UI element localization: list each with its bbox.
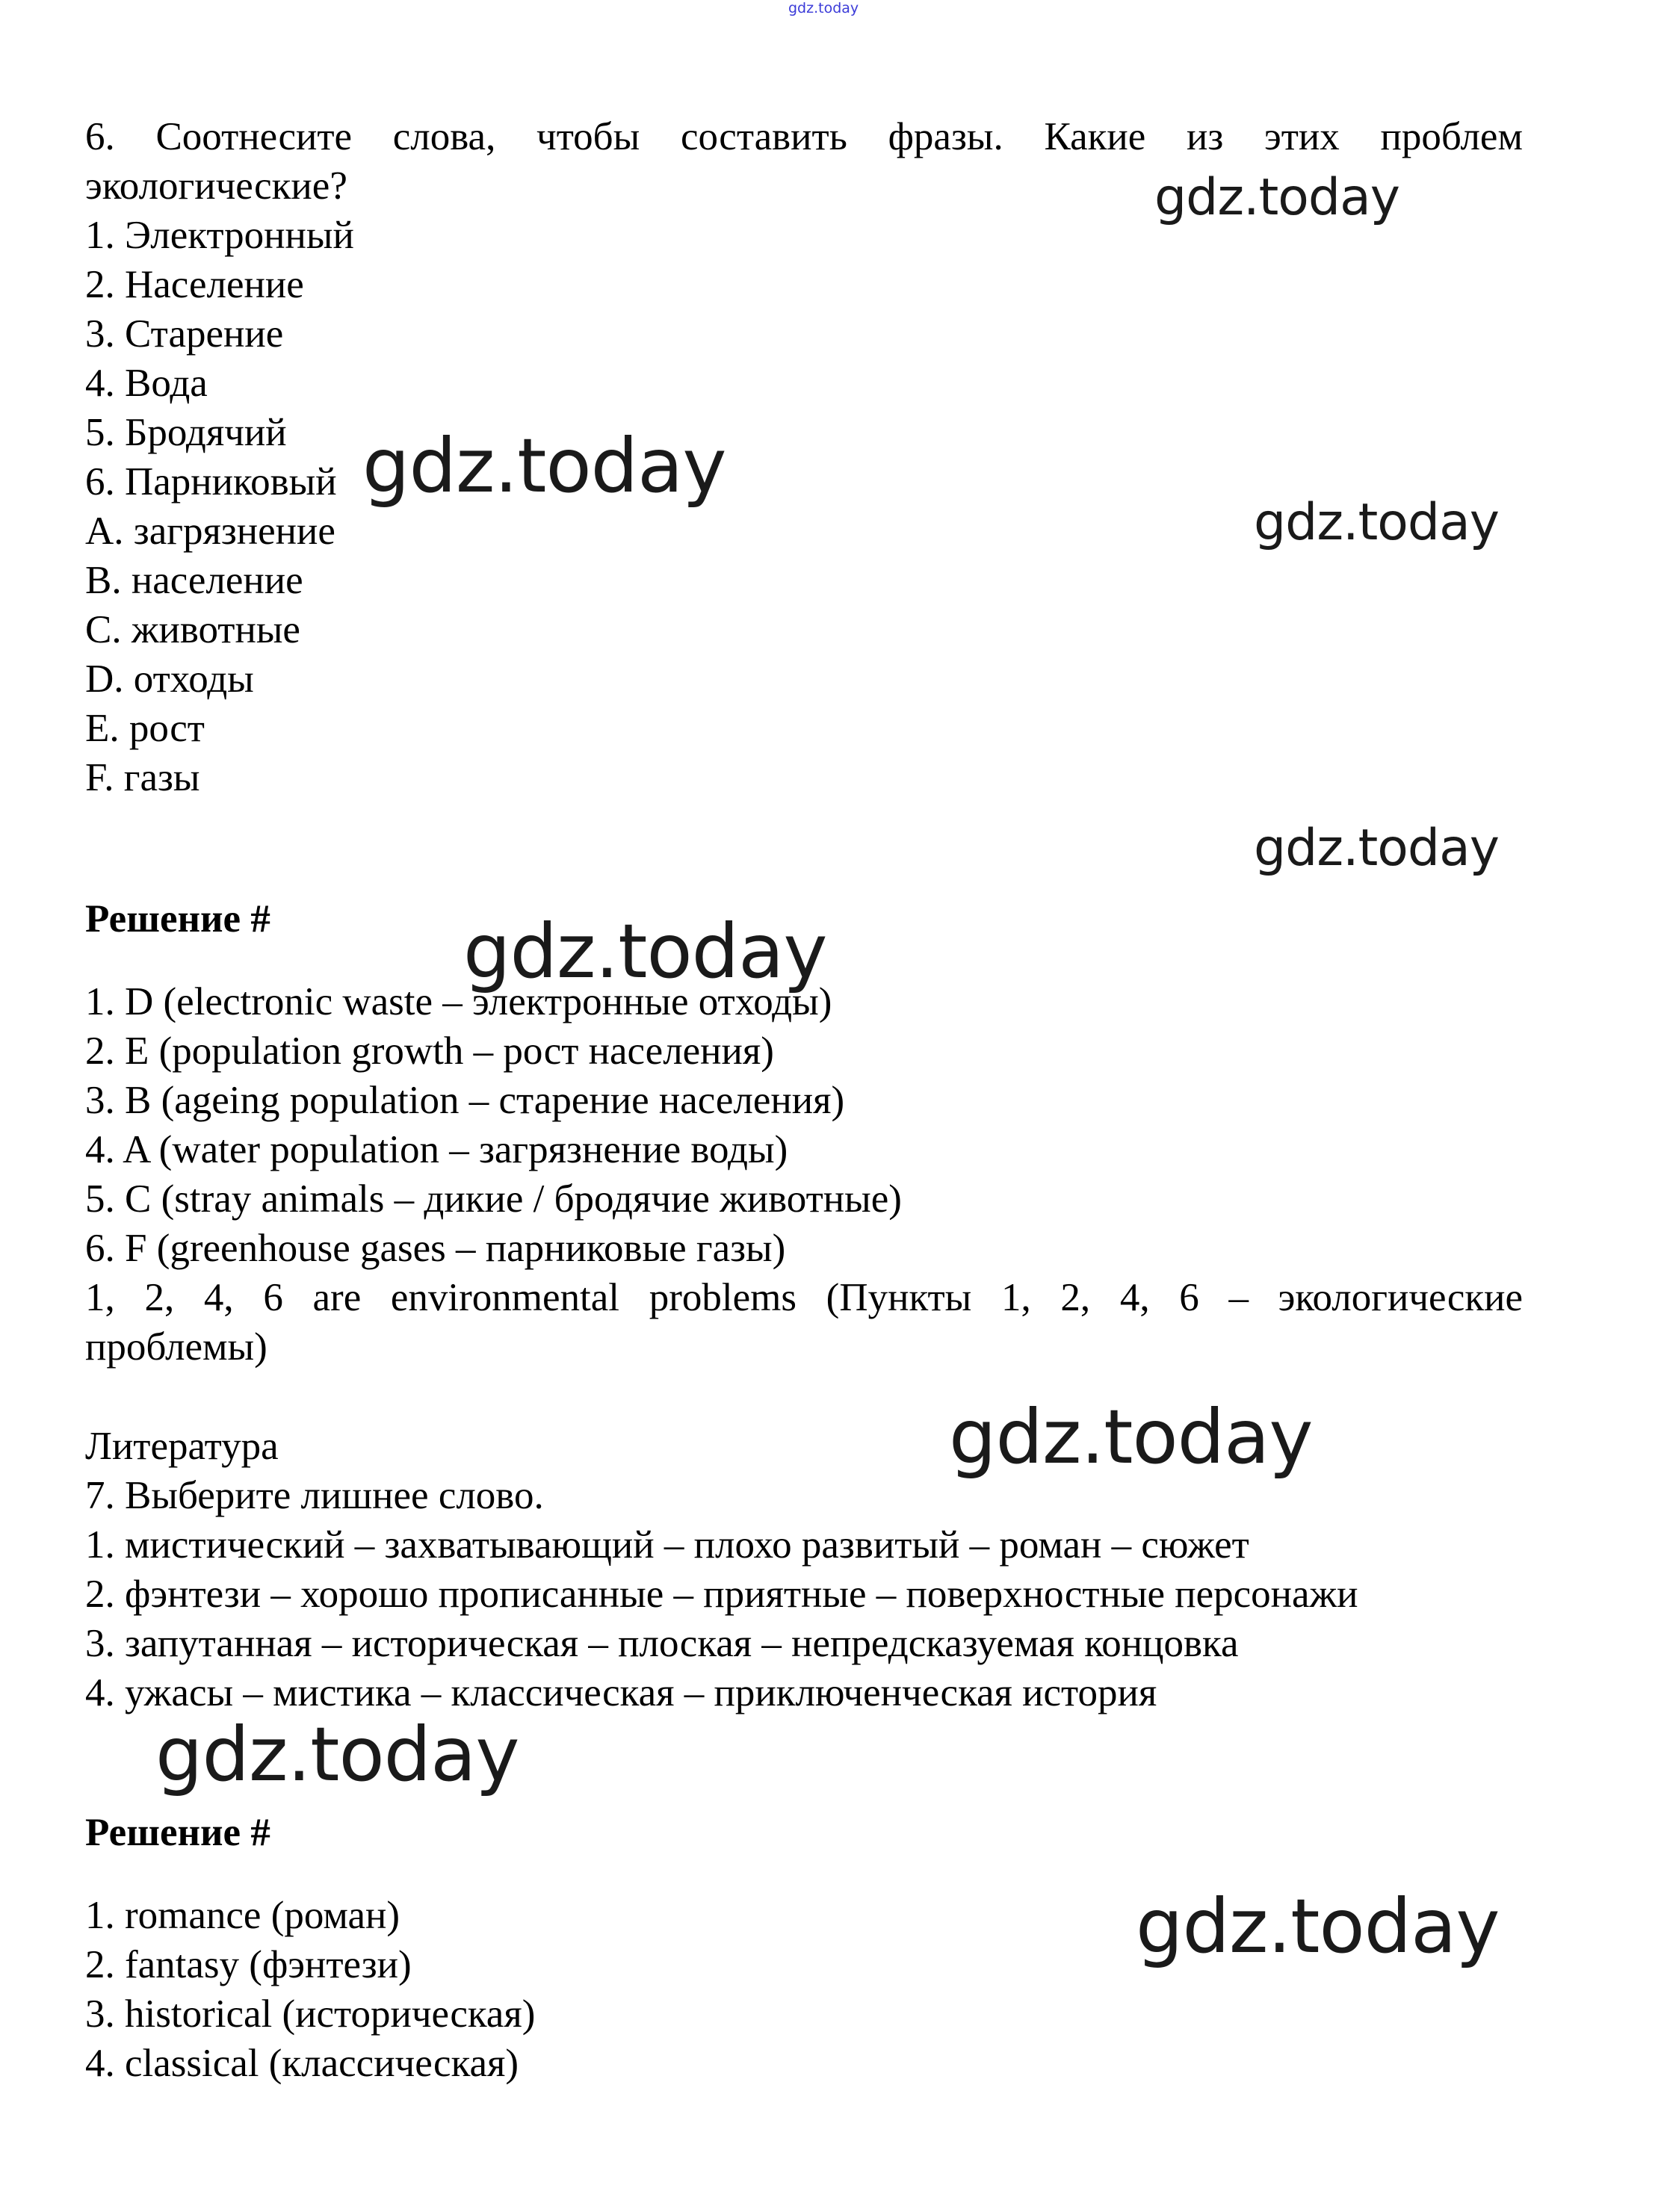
- task6-left-item-3: 3. Старение: [85, 312, 284, 356]
- task7-item-1: 1. мистический – захватывающий – плохо развитый – роман – сюжет: [85, 1523, 1249, 1567]
- watermark-top: gdz.today: [788, 0, 859, 16]
- solution7-answer-1: 1. romance (роман): [85, 1894, 400, 1937]
- solution7-answer-2: 2. fantasy (фэнтези): [85, 1943, 412, 1986]
- watermark-4: gdz.today: [1254, 819, 1499, 878]
- watermark-8: gdz.today: [1136, 1883, 1500, 1970]
- task6-left-item-1: 1. Электронный: [85, 214, 354, 257]
- task7-item-3: 3. запутанная – историческая – плоская – непредсказуемая концовка: [85, 1622, 1239, 1665]
- watermark-5: gdz.today: [463, 908, 827, 995]
- solution6-summary-line1: 1, 2, 4, 6 are environmental problems (Пункты 1, 2, 4, 6 – экологические: [85, 1276, 1523, 1319]
- task6-right-item-f: F. газы: [85, 756, 200, 799]
- task6-title-line1: 6. Соотнесите слова, чтобы составить фразы. Какие из этих проблем: [85, 115, 1523, 158]
- task6-right-item-a: A. загрязнение: [85, 509, 335, 553]
- watermark-7: gdz.today: [155, 1711, 519, 1798]
- watermark-2: gdz.today: [362, 422, 726, 509]
- solution6-answer-4: 4. A (water population – загрязнение воды): [85, 1128, 788, 1171]
- task6-right-item-d: D. отходы: [85, 657, 254, 701]
- solution6-answer-5: 5. C (stray animals – дикие / бродячие животные): [85, 1177, 902, 1221]
- solution7-answer-3: 3. historical (историческая): [85, 1992, 536, 2036]
- task6-left-item-2: 2. Население: [85, 263, 304, 306]
- solution6-answer-2: 2. E (population growth – рост населения): [85, 1029, 774, 1073]
- solution6-answer-6: 6. F (greenhouse gases – парниковые газы): [85, 1227, 786, 1270]
- literature-section-title: Литература: [85, 1425, 279, 1468]
- solution6-heading: Решение #: [85, 897, 270, 941]
- task6-right-item-b: B. население: [85, 559, 303, 602]
- solution6-summary-line2: проблемы): [85, 1325, 267, 1369]
- watermark-3: gdz.today: [1254, 493, 1499, 552]
- solution6-answer-3: 3. B (ageing population – старение населения): [85, 1079, 845, 1122]
- task6-left-item-5: 5. Бродячий: [85, 411, 287, 454]
- solution7-heading: Решение #: [85, 1811, 270, 1854]
- watermark-1: gdz.today: [1154, 168, 1399, 227]
- task6-right-item-c: C. животные: [85, 608, 300, 651]
- watermark-6: gdz.today: [949, 1393, 1313, 1481]
- task6-left-item-6: 6. Парниковый: [85, 460, 337, 504]
- task6-right-item-e: E. рост: [85, 707, 205, 750]
- task7-title: 7. Выберите лишнее слово.: [85, 1474, 544, 1517]
- solution7-answer-4: 4. classical (классическая): [85, 2042, 519, 2085]
- task6-left-item-4: 4. Вода: [85, 362, 208, 405]
- solution6-answer-1: 1. D (electronic waste – электронные отходы): [85, 980, 832, 1023]
- task7-item-4: 4. ужасы – мистика – классическая – приключенческая история: [85, 1671, 1157, 1714]
- task6-title-line2: экологические?: [85, 164, 347, 208]
- task7-item-2: 2. фэнтези – хорошо прописанные – приятные – поверхностные персонажи: [85, 1573, 1358, 1616]
